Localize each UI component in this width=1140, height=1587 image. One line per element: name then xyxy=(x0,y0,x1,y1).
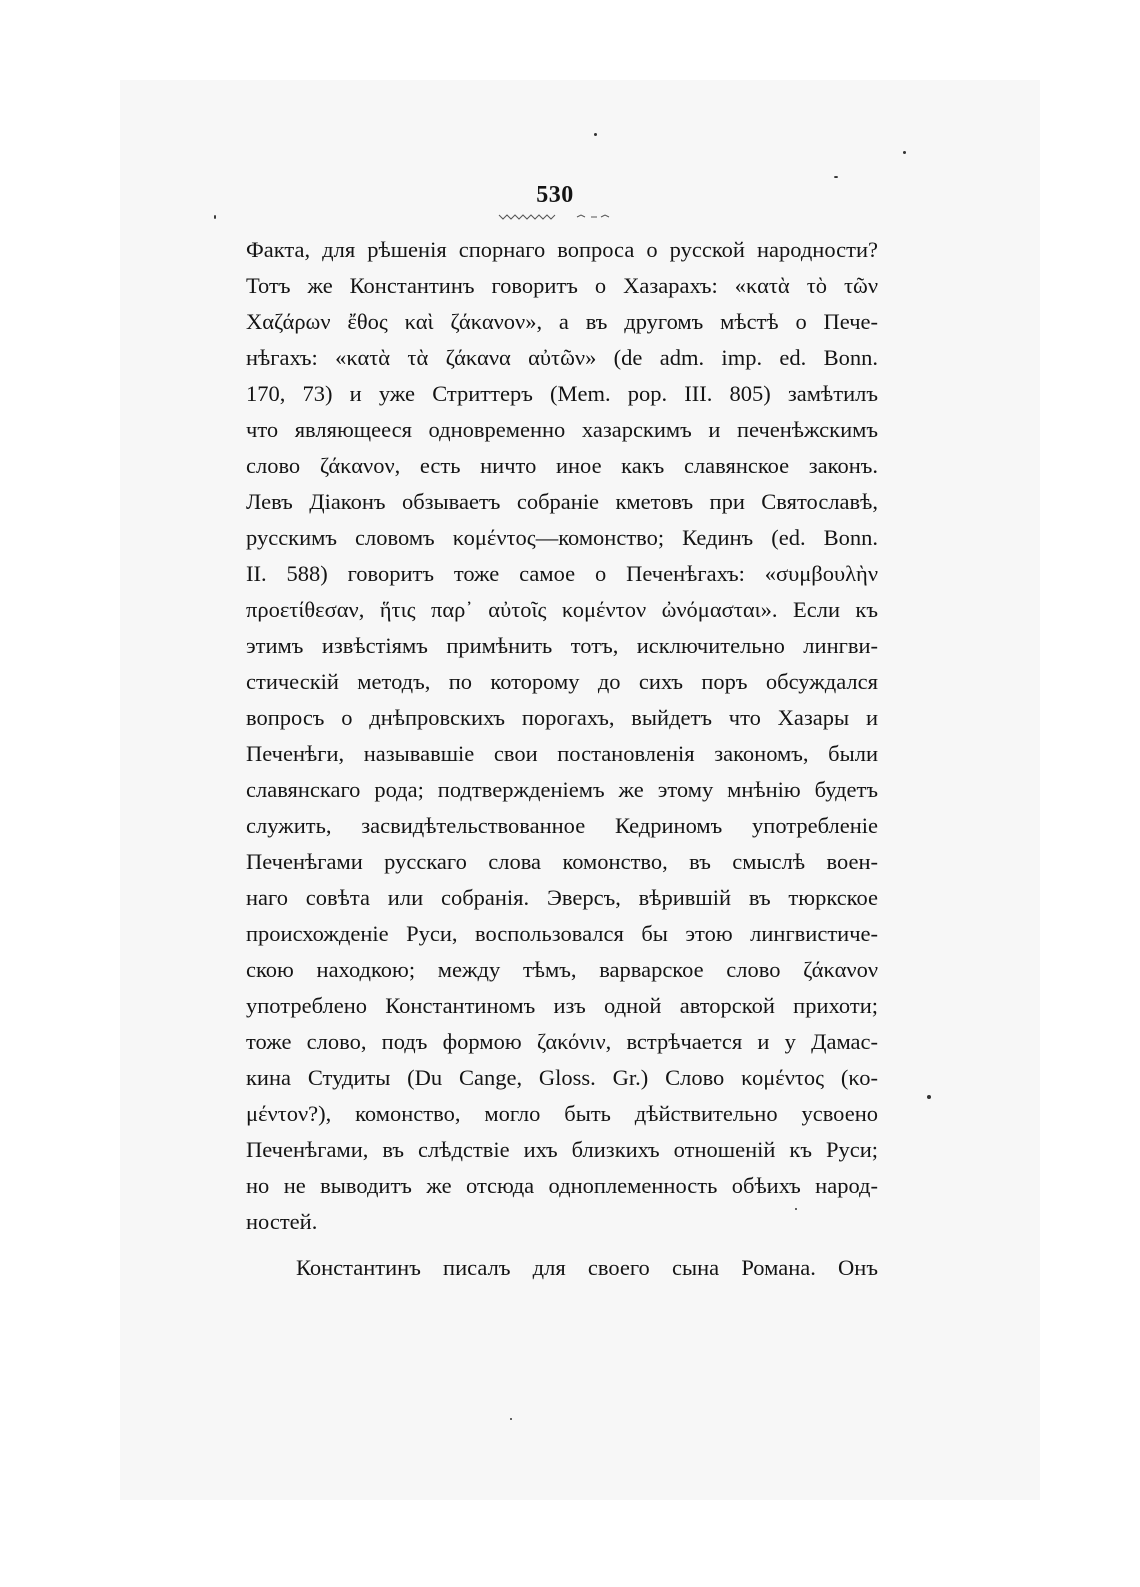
text-line: Тотъ же Константинъ говоритъ о Хазарахъ: «κατὰ τὸ τῶν xyxy=(246,273,878,298)
text-line: Печенѣгами, въ слѣдствіе ихъ близкихъ отношеній къ Руси; xyxy=(246,1137,878,1162)
scan-speck xyxy=(214,215,216,219)
text-line: Печенѣгами русскаго слова комонство, въ смыслѣ воен- xyxy=(246,849,878,874)
text-line: кина Студиты (Du Cange, Gloss. Gr.) Слово κομέντος (κο- xyxy=(246,1065,878,1090)
page-number: 530 xyxy=(536,182,574,208)
text-line: ностей. xyxy=(246,1209,318,1234)
text-line: скою находкою; между тѣмъ, варварское слово ζάκανον xyxy=(246,957,878,982)
text-line: вопросъ о днѣпровскихъ порогахъ, выйдетъ что Хазары и xyxy=(246,705,878,730)
text-line: Левъ Діаконъ обзываетъ собраніе кметовъ при Святославѣ, xyxy=(246,489,878,514)
text-line: 170, 73) и уже Стриттеръ (Mem. pop. III. 805) замѣтилъ xyxy=(246,381,878,406)
text-line: Χαζάρων ἔθος καὶ ζάκανον», а въ другомъ мѣстѣ о Пече- xyxy=(246,309,878,334)
scan-speck xyxy=(510,1418,512,1420)
scan-speck xyxy=(795,1208,797,1210)
text-line: служить, засвидѣтельствованное Кедриномъ употребленіе xyxy=(246,813,878,838)
text-line: Печенѣги, называвшіе свои постановленія закономъ, были xyxy=(246,741,878,766)
paragraph-gap xyxy=(246,1240,878,1250)
text-line: μέντον?), комонство, могло быть дѣйствительно усвоено xyxy=(246,1101,878,1126)
text-line: наго совѣта или собранія. Эверсъ, вѣрившій въ тюркское xyxy=(246,885,878,910)
text-line: что являющееся одновременно хазарскимъ и печенѣжскимъ xyxy=(246,417,878,442)
text-line: употреблено Константиномъ изъ одной авторской прихоти; xyxy=(246,993,878,1018)
text-line: Факта, для рѣшенія спорнаго вопроса о русской народности? xyxy=(246,237,878,262)
text-line: нѣгахъ: «κατὰ τὰ ζάκανα αὐτῶν» (de adm. imp. ed. Bonn. xyxy=(246,345,878,370)
text-line: προετίθεσαν, ἥτις παρ᾽ αὐτοῖς κομέντον ὠνόμασται». Если къ xyxy=(246,597,878,622)
scan-speck xyxy=(834,176,838,178)
header-ornament xyxy=(497,211,613,221)
text-line: этимъ извѣстіямъ примѣнить тотъ, исключительно лингви- xyxy=(246,633,878,658)
scan-speck xyxy=(903,151,906,154)
text-line: тоже слово, подъ формою ζακόνιν, встрѣчается и у Дамас- xyxy=(246,1029,878,1054)
text-line: русскимъ словомъ κομέντος—комонство; Кединъ (ed. Bonn. xyxy=(246,525,878,550)
text-line: стическій методъ, по которому до сихъ поръ обсуждался xyxy=(246,669,878,694)
text-line: но не выводитъ же отсюда одноплеменность обѣихъ народ- xyxy=(246,1173,878,1198)
body-text xyxy=(246,232,878,1286)
scan-speck xyxy=(594,133,597,136)
text-line: славянскаго рода; подтвержденіемъ же этому мнѣнію будетъ xyxy=(246,777,878,802)
scan-speck xyxy=(927,1095,931,1099)
paragraph-start-line: Константинъ писалъ для своего сына Романа. Онъ xyxy=(296,1255,878,1280)
text-line: происхожденіе Руси, воспользовался бы этою лингвистиче- xyxy=(246,921,878,946)
text-line: II. 588) говоритъ тоже самое о Печенѣгахъ: «συμβουλὴν xyxy=(246,561,878,586)
text-line: слово ζάκανον, есть ничто иное какъ славянское законъ. xyxy=(246,453,878,478)
